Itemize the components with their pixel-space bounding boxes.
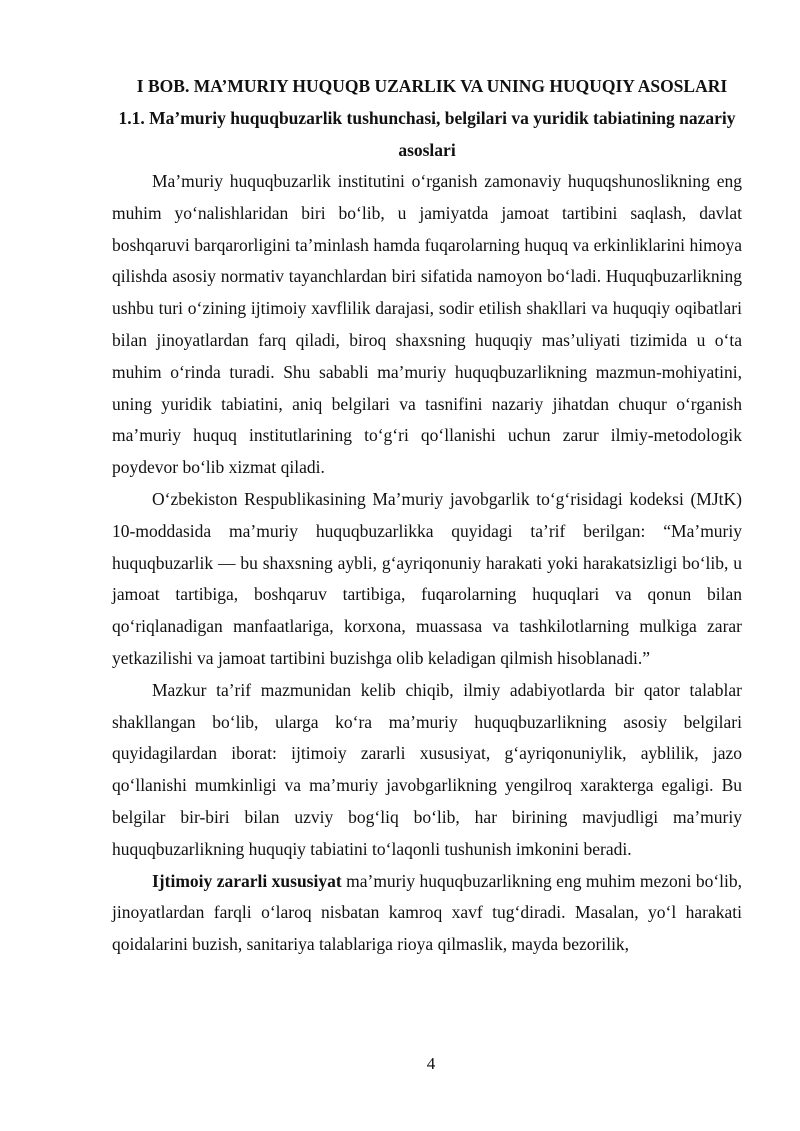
paragraph-4-bold-term: Ijtimoiy zararli xususiyat (152, 870, 342, 891)
document-page (112, 70, 742, 961)
paragraph-4 (112, 866, 742, 961)
page-number: 4 (426, 1054, 436, 1073)
paragraph-4-text: ma’muriy huquqbuzarlikning eng muhim mezoni bo‘lib, jinoyatlardan farqli o‘laroq nisbatan kamroq xavf tug‘diradi. Masalan, yo‘l harakati qoidalarini buzish, sanitariya talablariga rioya qilmaslik, mayda bezorilik, (112, 870, 743, 955)
paragraph-1: Ma’muriy huquqbuzarlik institutini o‘rganish zamonaviy huquqshunoslikning eng muhim yo‘nalishlaridan biri bo‘lib, u jamiyatda jamoat tartibini saqlash, davlat boshqaruvi barqarorligini ta’minlash hamda fuqarolarning huquq va erkinliklarini himoya qilishda asosiy normativ tayanchlardan biri sifatida namoyon bo‘ladi. Huquqbuzarlikning ushbu turi o‘zining ijtimoiy xavflilik darajasi, sodir etilish shakllari va huquqiy oqibatlari bilan jinoyatlardan farq qiladi, biroq shaxsning huquqiy mas’uliyati tizimida u o‘ta muhim o‘rinda turadi. Shu sababli ma’muriy huquqbuzarlikning mazmun-mohiyatini, uning yuridik tabiatini, aniq belgilari va tasnifini nazariy jihatdan chuqur o‘rganish ma’muriy huquq institutlarining to‘g‘ri qo‘llanishi uchun zarur ilmiy-metodologik poydevor bo‘lib xizmat qiladi. (112, 171, 742, 478)
chapter-title: I BOB. MA’MURIY HUQUQB UZARLIK VA UNING HUQUQIY ASOSLARI (136, 76, 728, 96)
section-title: 1.1. Ma’muriy huquqbuzarlik tushunchasi, belgilari va yuridik tabiatining nazariy asoslari (118, 108, 736, 160)
paragraph-3: Mazkur ta’rif mazmunidan kelib chiqib, ilmiy adabiyotlarda bir qator talablar shakllangan bo‘lib, ularga ko‘ra ma’muriy huquqbuzarlikning asosiy belgilari quyidagilardan iborat: ijtimoiy zararli xususiyat, g‘ayriqonuniylik, ayblilik, jazo qo‘llanishi mumkinligi va ma’muriy javobgarlikning yengilroq xarakterga egaligi. Bu belgilar bir-biri bilan uzviy bog‘liq bo‘lib, har birining mavjudligi ma’muriy huquqbuzarlikning huquqiy tabiatini to‘laqonli tushunish imkonini beradi. (112, 679, 742, 859)
paragraph-2: O‘zbekiston Respublikasining Ma’muriy javobgarlik to‘g‘risidagi kodeksi (MJtK) 10-moddasida ma’muriy huquqbuzarlikka quyidagi ta’rif berilgan: “Ma’muriy huquqbuzarlik — bu shaxsning aybli, g‘ayriqonuniy harakati yoki harakatsizligi bo‘lib, u jamoat tartibiga, boshqaruv tartibiga, fuqarolarning huquqlari va qonun bilan qo‘riqlanadigan manfaatlariga, korxona, muassasa va tashkilotlarning mulkiga zarar yetkazilishi va jamoat tartibini buzishga olib keladigan qilmish hisoblanadi.” (112, 488, 742, 668)
